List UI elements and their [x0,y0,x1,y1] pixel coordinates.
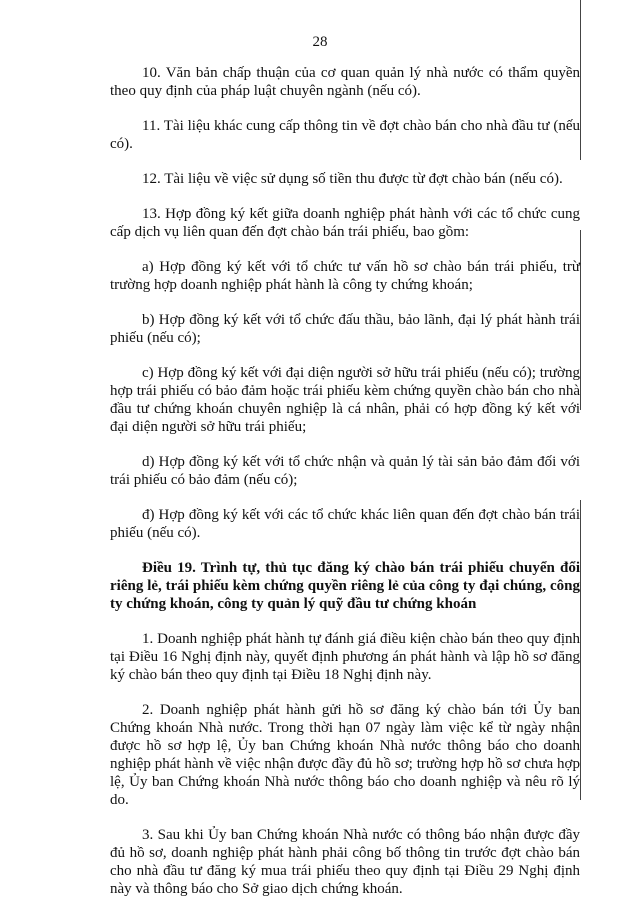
paragraph: 13. Hợp đồng ký kết giữa doanh nghiệp phát hành với các tổ chức cung cấp dịch vụ liên quan đến đợt chào bán trái phiếu, bao gồm: [110,206,580,240]
scan-edge-line [580,230,581,410]
article-heading: Điều 19. Trình tự, thủ tục đăng ký chào bán trái phiếu chuyển đổi riêng lẻ, trái phiếu kèm chứng quyền riêng lẻ của công ty đại chúng, công ty chứng khoán, công ty quản lý quỹ đầu tư chứng khoán [110,560,580,612]
paragraph: 3. Sau khi Ủy ban Chứng khoán Nhà nước có thông báo nhận được đầy đủ hồ sơ, doanh nghiệp phát hành phải công bố thông tin trước đợt chào bán cho nhà đầu tư đăng ký mua trái phiếu theo quy định tại Điều 29 Nghị định này và thông báo cho Sở giao dịch chứng khoán. [110,827,580,897]
page-number: 28 [312,34,328,50]
paragraph: 2. Doanh nghiệp phát hành gửi hồ sơ đăng ký chào bán tới Ủy ban Chứng khoán Nhà nước. Trong thời hạn 07 ngày làm việc kể từ ngày nhận được hồ sơ hợp lệ, Ủy ban Chứng khoán Nhà nước thông báo cho doanh nghiệp phát hành về việc nhận được đầy đủ hồ sơ; trường hợp hồ sơ chưa hợp lệ, Ủy ban Chứng khoán Nhà nước thông báo cho doanh nghiệp và nêu rõ lý do. [110,702,580,808]
paragraph: 1. Doanh nghiệp phát hành tự đánh giá điều kiện chào bán theo quy định tại Điều 16 Nghị định này, quyết định phương án phát hành và lập hồ sơ đăng ký chào bán theo quy định tại Điều 18 Nghị định này. [110,631,580,683]
document-body [110,64,580,915]
paragraph: c) Hợp đồng ký kết với đại diện người sở hữu trái phiếu (nếu có); trường hợp trái phiếu có bảo đảm hoặc trái phiếu kèm chứng quyền chào bán cho nhà đầu tư chứng khoán chuyên nghiệp là cá nhân, phải có hợp đồng ký kết với đại diện người sở hữu trái phiếu; [110,365,580,435]
paragraph: đ) Hợp đồng ký kết với các tổ chức khác liên quan đến đợt chào bán trái phiếu (nếu có). [110,507,580,541]
paragraph: d) Hợp đồng ký kết với tổ chức nhận và quản lý tài sản bảo đảm đối với trái phiếu có bảo đảm (nếu có); [110,454,580,488]
paragraph: a) Hợp đồng ký kết với tổ chức tư vấn hồ sơ chào bán trái phiếu, trừ trường hợp doanh nghiệp phát hành là công ty chứng khoán; [110,259,580,293]
scan-edge-line [580,0,581,160]
paragraph: 11. Tài liệu khác cung cấp thông tin về đợt chào bán cho nhà đầu tư (nếu có). [110,118,580,152]
paragraph: 12. Tài liệu về việc sử dụng số tiền thu được từ đợt chào bán (nếu có). [142,171,563,187]
paragraph: b) Hợp đồng ký kết với tổ chức đấu thầu, bảo lãnh, đại lý phát hành trái phiếu (nếu có); [110,312,580,346]
paragraph: 10. Văn bản chấp thuận của cơ quan quản lý nhà nước có thẩm quyền theo quy định của pháp luật chuyên ngành (nếu có). [110,65,580,99]
scan-edge-line [580,500,581,800]
